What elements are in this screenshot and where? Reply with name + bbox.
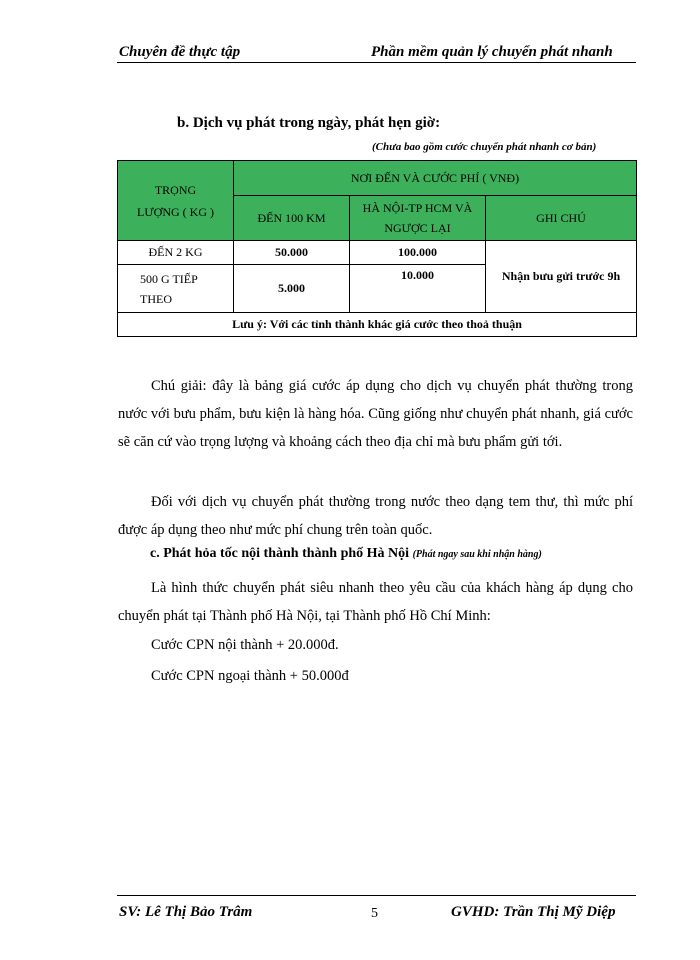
header-divider [117,62,636,63]
paragraph-legend: Chú giải: đây là bảng giá cước áp dụng cho dịch vụ chuyển phát thường trong nước với bưu phẩm, bưu kiện là hàng hóa. Cũng giống như chuyển phát nhanh, giá cước sẽ căn cứ vào trọng lượng và khoảng cách theo địa chỉ mà bưu phẩm gửi tới. [118,378,633,450]
footer-advisor: GVHD: Trần Thị Mỹ Diệp [451,904,616,920]
cell-weight: ĐẾN 2 KG [118,241,234,265]
fee-outer-city: Cước CPN ngoại thành + 50.000đ [151,668,349,684]
cell-hn-hcm: 10.000 [350,265,486,313]
footer-divider [117,895,636,896]
header-destination: NƠI ĐẾN VÀ CƯỚC PHÍ ( VNĐ) [234,161,637,196]
rate-table [117,160,637,337]
cell-note: Nhận bưu gửi trước 9h [486,241,637,313]
section-c-title: c. Phát hỏa tốc nội thành thành phố Hà Nội (Phát ngay sau khi nhận hàng) [150,546,542,561]
page-number: 5 [371,906,378,921]
header-right: Phần mềm quản lý chuyển phát nhanh [371,44,613,60]
header-left: Chuyên đề thực tập [119,44,241,60]
table-footnote: Lưu ý: Với các tỉnh thành khác giá cước theo thoả thuận [118,313,637,337]
header-hn-hcm: HÀ NỘI-TP HCM VÀ NGƯỢC LẠI [350,196,486,241]
footer-student: SV: Lê Thị Bảo Trâm [119,904,253,920]
paragraph-express: Là hình thức chuyển phát siêu nhanh theo yêu cầu của khách hàng áp dụng cho chuyển phát tại Thành phố Hà Nội, tại Thành phố Hồ Chí Minh: [118,580,633,624]
header-100km: ĐẾN 100 KM [234,196,350,241]
paragraph-stamp: Đối với dịch vụ chuyển phát thường trong nước theo dạng tem thư, thì mức phí được áp dụng theo như mức phí chung trên toàn quốc. [118,494,633,538]
section-b-note: (Chưa bao gồm cước chuyển phát nhanh cơ bản) [372,141,597,153]
section-c-note: (Phát ngay sau khi nhận hàng) [412,549,542,560]
fee-inner-city: Cước CPN nội thành + 20.000đ. [151,637,339,653]
header-note: GHI CHÚ [486,196,637,241]
cell-hn-hcm: 100.000 [350,241,486,265]
cell-100km: 5.000 [234,265,350,313]
cell-weight: 500 G TIẾP THEO [118,265,234,313]
table-row [118,241,637,265]
section-b-title: b. Dịch vụ phát trong ngày, phát hẹn giờ: [177,115,441,131]
header-weight: TRỌNG LƯỢNG ( KG ) [118,161,234,241]
cell-100km: 50.000 [234,241,350,265]
